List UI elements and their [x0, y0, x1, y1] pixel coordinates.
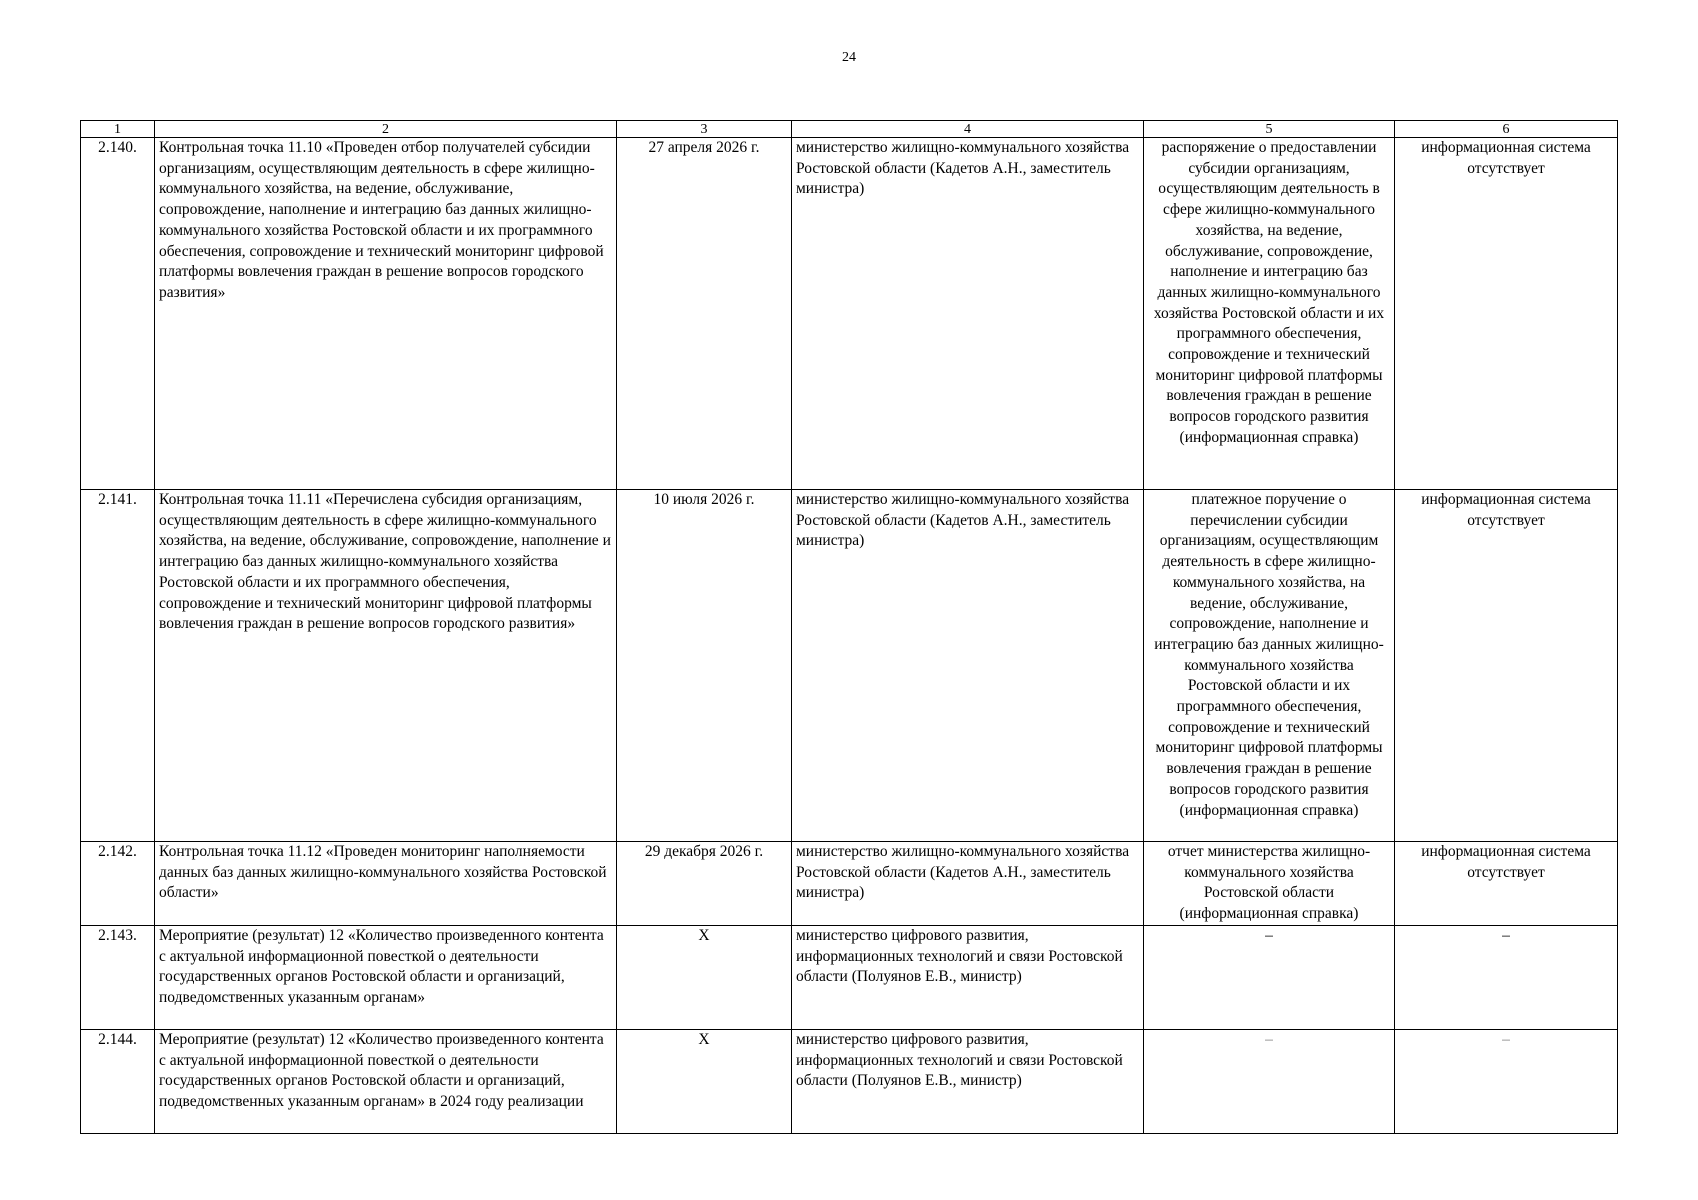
row-number: 2.143.: [81, 926, 155, 1030]
row-system: информационная система отсутствует: [1395, 138, 1618, 490]
row-responsible: министерство цифрового развития, информационных технологий и связи Ростовской области (Полуянов Е.В., министр): [792, 926, 1144, 1030]
row-system: –: [1395, 1030, 1618, 1134]
column-header: 1: [81, 121, 155, 138]
row-number: 2.142.: [81, 842, 155, 926]
table-header-row: [81, 121, 1618, 138]
row-name: Мероприятие (результат) 12 «Количество произведенного контента с актуальной информационной повесткой о деятельности государственных органов Ростовской области и организаций, подведомственных указанным органам» в 2024 году реализации: [155, 1030, 617, 1134]
row-document: –: [1144, 926, 1395, 1030]
row-date: 27 апреля 2026 г.: [617, 138, 792, 490]
column-header: 5: [1144, 121, 1395, 138]
row-name: Контрольная точка 11.10 «Проведен отбор получателей субсидии организациям, осуществляющим деятельность в сфере жилищно-коммунального хозяйства, на ведение, обслуживание, сопровождение, наполнение и интеграцию баз данных жилищно-коммунального хозяйства Ростовской области и их программного обеспечения, сопровождение и технический мониторинг цифровой платформы вовлечения граждан в решение вопросов городского развития»: [155, 138, 617, 490]
row-responsible: министерство жилищно-коммунального хозяйства Ростовской области (Кадетов А.Н., заместитель министра): [792, 138, 1144, 490]
row-date: 29 декабря 2026 г.: [617, 842, 792, 926]
row-name: Мероприятие (результат) 12 «Количество произведенного контента с актуальной информационной повесткой о деятельности государственных органов Ростовской области и организаций, подведомственных указанным органам»: [155, 926, 617, 1030]
row-system: –: [1395, 926, 1618, 1030]
plan-table: [80, 120, 1618, 1134]
column-header: 4: [792, 121, 1144, 138]
row-document: –: [1144, 1030, 1395, 1134]
row-date: Х: [617, 1030, 792, 1134]
column-header: 2: [155, 121, 617, 138]
column-header: 3: [617, 121, 792, 138]
column-header: 6: [1395, 121, 1618, 138]
table-row: [81, 926, 1618, 1030]
page-number: 24: [842, 50, 856, 65]
row-system: информационная система отсутствует: [1395, 490, 1618, 842]
row-document: отчет министерства жилищно-коммунального хозяйства Ростовской области (информационная справка): [1144, 842, 1395, 926]
table-row: [81, 1030, 1618, 1134]
row-date: Х: [617, 926, 792, 1030]
row-responsible: министерство жилищно-коммунального хозяйства Ростовской области (Кадетов А.Н., заместитель министра): [792, 842, 1144, 926]
row-document: распоряжение о предоставлении субсидии организациям, осуществляющим деятельность в сфере жилищно-коммунального хозяйства, на ведение, обслуживание, сопровождение, наполнение и интеграцию баз данных жилищно-коммунального хозяйства Ростовской области и их программного обеспечения, сопровождение и технический мониторинг цифровой платформы вовлечения граждан в решение вопросов городского развития (информационная справка): [1144, 138, 1395, 490]
row-date: 10 июля 2026 г.: [617, 490, 792, 842]
row-document: платежное поручение о перечислении субсидии организациям, осуществляющим деятельность в сфере жилищно-коммунального хозяйства, на ведение, обслуживание, сопровождение, наполнение и интеграцию баз данных жилищно-коммунального хозяйства Ростовской области и их программного обеспечения, сопровождение и технический мониторинг цифровой платформы вовлечения граждан в решение вопросов городского развития (информационная справка): [1144, 490, 1395, 842]
table-row: [81, 490, 1618, 842]
table-row: [81, 842, 1618, 926]
row-number: 2.144.: [81, 1030, 155, 1134]
row-system: информационная система отсутствует: [1395, 842, 1618, 926]
row-name: Контрольная точка 11.11 «Перечислена субсидия организациям, осуществляющим деятельность в сфере жилищно-коммунального хозяйства, на ведение, обслуживание, сопровождение, наполнение и интеграцию баз данных жилищно-коммунального хозяйства Ростовской области и их программного обеспечения, сопровождение и технический мониторинг цифровой платформы вовлечения граждан в решение вопросов городского развития»: [155, 490, 617, 842]
row-number: 2.140.: [81, 138, 155, 490]
row-number: 2.141.: [81, 490, 155, 842]
row-responsible: министерство жилищно-коммунального хозяйства Ростовской области (Кадетов А.Н., заместитель министра): [792, 490, 1144, 842]
row-responsible: министерство цифрового развития, информационных технологий и связи Ростовской области (Полуянов Е.В., министр): [792, 1030, 1144, 1134]
table-row: [81, 138, 1618, 490]
row-name: Контрольная точка 11.12 «Проведен мониторинг наполняемости данных баз данных жилищно-коммунального хозяйства Ростовской области»: [155, 842, 617, 926]
